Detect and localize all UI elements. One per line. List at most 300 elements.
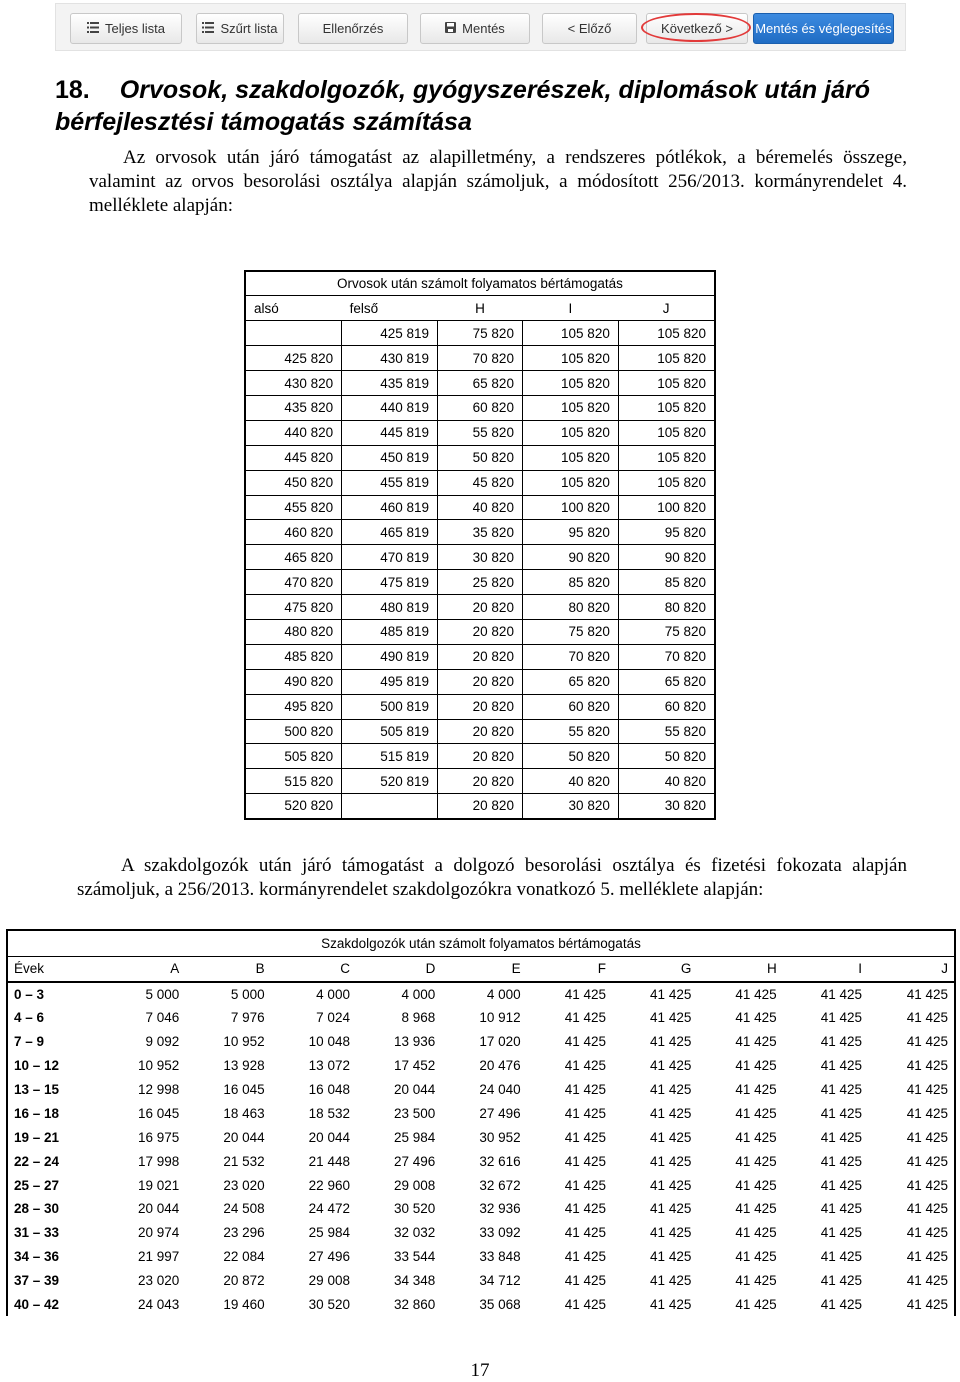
table-cell: 41 425	[650, 1034, 692, 1050]
table-cell: 515 820	[245, 769, 342, 794]
column-header: D	[356, 956, 441, 982]
table-row	[245, 445, 715, 470]
table-cell: 41 425	[564, 1249, 606, 1265]
table-cell: 29 008	[394, 1177, 436, 1193]
table-cell: 41 425	[650, 1153, 692, 1169]
table-cell: 105 820	[618, 470, 715, 495]
column-header: J	[618, 296, 715, 321]
column-header: I	[522, 296, 618, 321]
table-cell: 32 672	[479, 1177, 521, 1193]
table-cell: 435 820	[245, 395, 342, 420]
table-cell: 41 425	[564, 1201, 606, 1217]
table-row	[245, 321, 715, 346]
filtered-list-label: Szűrt lista	[220, 21, 278, 36]
table-cell: 13 072	[308, 1058, 350, 1074]
table-cell: 41 425	[820, 1105, 863, 1121]
table-cell: 20 044	[308, 1129, 350, 1145]
table-cell: 41 425	[650, 1297, 692, 1313]
table-cell: 41 425	[564, 1225, 606, 1241]
table-cell: 34 348	[394, 1273, 436, 1289]
table-cell: 18 532	[308, 1105, 350, 1121]
table-row	[245, 669, 715, 694]
table-cell: 60 820	[438, 395, 523, 420]
table-cell: 10 952	[137, 1058, 180, 1074]
table-cell: 100 820	[618, 495, 715, 520]
column-header: F	[527, 956, 612, 982]
table-cell: 75 820	[522, 619, 618, 644]
table-cell: 20 872	[223, 1273, 265, 1289]
table-cell: 41 425	[650, 1201, 692, 1217]
table-cell: 60 820	[522, 694, 618, 719]
table-cell: 16 045	[137, 1105, 180, 1121]
table-cell: 41 425	[906, 1177, 948, 1193]
table-cell: 500 820	[245, 719, 342, 744]
table-row	[7, 1245, 955, 1269]
table-cell: 440 820	[245, 420, 342, 445]
table-cell: 475 819	[342, 570, 438, 595]
table-cell: 21 448	[308, 1153, 350, 1169]
table-row	[7, 1293, 955, 1317]
table-cell: 23 296	[223, 1225, 265, 1241]
table-cell: 75 820	[438, 321, 523, 346]
column-header: Évek	[7, 956, 100, 982]
table-cell: 41 425	[564, 1034, 606, 1050]
table-header-row	[7, 956, 955, 982]
table-cell: 455 819	[342, 470, 438, 495]
table-cell: 41 425	[650, 1129, 692, 1145]
table-cell: 105 820	[522, 395, 618, 420]
table-cell: 16 048	[308, 1082, 350, 1097]
years-cell: 13 – 15	[14, 1082, 60, 1097]
table-cell: 105 820	[618, 321, 715, 346]
years-cell: 37 – 39	[14, 1273, 60, 1289]
table-row	[245, 570, 715, 595]
table-cell: 450 819	[342, 445, 438, 470]
table-row	[245, 371, 715, 396]
table-cell: 505 820	[245, 744, 342, 769]
table-cell: 25 820	[438, 570, 523, 595]
table-cell: 34 712	[479, 1273, 521, 1289]
table-cell: 41 425	[735, 1082, 777, 1097]
column-header: B	[185, 956, 270, 982]
column-header: felső	[342, 296, 438, 321]
table-cell: 40 820	[438, 495, 523, 520]
table-cell: 41 425	[820, 1058, 863, 1074]
table-cell: 20 820	[438, 719, 523, 744]
years-cell: 19 – 21	[14, 1129, 60, 1145]
table-cell: 425 819	[342, 321, 438, 346]
table-cell: 19 460	[223, 1297, 265, 1313]
table-cell: 30 952	[479, 1129, 521, 1145]
table-cell: 475 820	[245, 595, 342, 620]
table-cell: 470 820	[245, 570, 342, 595]
table-cell: 65 820	[522, 669, 618, 694]
table-cell: 41 425	[906, 1058, 948, 1074]
table-cell: 41 425	[650, 1058, 692, 1074]
table-cell: 480 819	[342, 595, 438, 620]
table-row	[7, 1030, 955, 1054]
table-cell: 495 820	[245, 694, 342, 719]
table-cell: 33 848	[479, 1249, 521, 1265]
table-cell: 18 463	[223, 1105, 265, 1121]
table-cell: 41 425	[906, 1201, 948, 1217]
years-cell: 4 – 6	[14, 1010, 45, 1026]
table-cell: 41 425	[650, 1249, 692, 1265]
table-cell: 41 425	[906, 1010, 948, 1026]
table-cell: 95 820	[618, 520, 715, 545]
table-cell: 490 820	[245, 669, 342, 694]
table-cell: 105 820	[522, 470, 618, 495]
table-cell: 9 092	[145, 1034, 180, 1050]
table-cell: 30 820	[522, 794, 618, 819]
table-cell: 45 820	[438, 470, 523, 495]
table-cell: 41 425	[820, 1249, 863, 1265]
table-cell: 24 040	[479, 1082, 521, 1097]
table-cell: 435 819	[342, 371, 438, 396]
table-cell: 10 048	[308, 1034, 350, 1050]
table-row	[7, 1006, 955, 1030]
column-header: I	[783, 956, 868, 982]
table-cell: 13 936	[394, 1034, 436, 1050]
save-label: Mentés	[462, 21, 505, 36]
list-icon	[87, 21, 99, 36]
table-cell: 21 997	[137, 1249, 180, 1265]
table-cell: 41 425	[906, 1034, 948, 1050]
table-cell: 23 500	[394, 1105, 436, 1121]
table-cell: 20 044	[394, 1082, 436, 1097]
table-cell: 490 819	[342, 644, 438, 669]
doctors-support-table	[244, 270, 716, 820]
table-cell: 41 425	[906, 1153, 948, 1169]
table-row	[7, 1054, 955, 1078]
table-cell: 41 425	[650, 1273, 692, 1289]
full-list-label: Teljes lista	[105, 21, 165, 36]
column-header: G	[612, 956, 697, 982]
table-cell: 41 425	[735, 1249, 777, 1265]
table-cell: 41 425	[735, 1105, 777, 1121]
years-cell: 16 – 18	[14, 1105, 60, 1121]
table-cell: 41 425	[735, 1129, 777, 1145]
table-cell: 470 819	[342, 545, 438, 570]
list-icon	[202, 21, 214, 36]
table-cell: 19 021	[137, 1177, 180, 1193]
table-cell: 495 819	[342, 669, 438, 694]
table-row	[245, 495, 715, 520]
table-row	[7, 1078, 955, 1102]
table-cell: 41 425	[735, 1058, 777, 1074]
years-cell: 10 – 12	[14, 1058, 60, 1074]
table-cell: 41 425	[564, 1129, 606, 1145]
table-cell: 100 820	[522, 495, 618, 520]
table-cell: 440 819	[342, 395, 438, 420]
table-cell: 105 820	[522, 420, 618, 445]
table-row	[7, 1173, 955, 1197]
table-cell: 41 425	[650, 1177, 692, 1193]
table-cell: 41 425	[820, 986, 863, 1002]
table-cell: 10 912	[479, 1010, 521, 1026]
table-cell: 13 928	[223, 1058, 265, 1074]
table-cell: 425 820	[245, 346, 342, 371]
table-cell: 90 820	[522, 545, 618, 570]
table-cell: 20 820	[438, 644, 523, 669]
save-icon	[445, 21, 456, 36]
table-cell: 20 820	[438, 694, 523, 719]
table-cell: 95 820	[522, 520, 618, 545]
table-cell: 41 425	[906, 1297, 948, 1313]
table-row	[245, 794, 715, 819]
years-cell: 34 – 36	[14, 1249, 60, 1265]
table-cell	[245, 321, 342, 346]
table-cell: 41 425	[906, 986, 948, 1002]
prev-label: < Előző	[567, 21, 612, 36]
table-cell: 445 819	[342, 420, 438, 445]
table-cell: 16 045	[223, 1082, 265, 1097]
section-number: 18.	[55, 76, 90, 104]
table-cell: 20 044	[137, 1201, 180, 1217]
years-cell: 28 – 30	[14, 1201, 60, 1217]
column-header: A	[100, 956, 185, 982]
intro-paragraph-nurses: A szakdolgozók után járó támogatást a dolgozó besorolási osztálya és fizetési fokozata alapján számoljuk, a 256/2013. kormányrendelet szakdolgozókra vonatkozó 5. melléklete alapján:	[77, 855, 907, 900]
table-cell: 20 476	[479, 1058, 521, 1074]
table-cell: 485 819	[342, 619, 438, 644]
table-cell: 35 820	[438, 520, 523, 545]
table-row	[245, 470, 715, 495]
table-body	[7, 982, 955, 1316]
table-cell	[342, 794, 438, 819]
table-cell: 41 425	[564, 1177, 606, 1193]
table-cell: 4 000	[316, 986, 350, 1002]
table-cell: 23 020	[137, 1273, 180, 1289]
column-header: alsó	[245, 296, 342, 321]
table-title: Szakdolgozók után számolt folyamatos bértámogatás	[7, 930, 955, 956]
table-cell: 41 425	[650, 1010, 692, 1026]
table-cell: 20 974	[137, 1225, 180, 1241]
table-cell: 41 425	[820, 1153, 863, 1169]
table-cell: 4 000	[486, 986, 521, 1002]
table-cell: 450 820	[245, 470, 342, 495]
table-cell: 41 425	[820, 1177, 863, 1193]
table-cell: 33 092	[479, 1225, 521, 1241]
table-cell: 20 820	[438, 619, 523, 644]
table-cell: 105 820	[618, 395, 715, 420]
table-cell: 50 820	[522, 744, 618, 769]
table-cell: 80 820	[522, 595, 618, 620]
table-cell: 23 020	[223, 1177, 265, 1193]
column-header: C	[271, 956, 356, 982]
table-row	[7, 1269, 955, 1293]
table-cell: 41 425	[564, 1082, 606, 1097]
table-cell: 7 024	[316, 1010, 350, 1026]
table-row	[245, 520, 715, 545]
table-cell: 41 425	[820, 1225, 863, 1241]
table-cell: 41 425	[735, 1010, 777, 1026]
table-cell: 25 984	[394, 1129, 436, 1145]
table-cell: 485 820	[245, 644, 342, 669]
section-title: Orvosok, szakdolgozók, gyógyszerészek, diplomások után járó bérfejlesztési támogatás számítása	[55, 76, 870, 136]
table-title: Orvosok után számolt folyamatos bértámogatás	[245, 271, 715, 296]
table-cell: 105 820	[618, 346, 715, 371]
table-cell: 41 425	[906, 1249, 948, 1265]
table-cell: 7 046	[145, 1010, 180, 1026]
table-body	[245, 321, 715, 819]
page-number: 17	[470, 1360, 490, 1381]
table-cell: 105 820	[618, 420, 715, 445]
table-cell: 41 425	[820, 1201, 863, 1217]
table-cell: 32 616	[479, 1153, 521, 1169]
table-cell: 41 425	[735, 1153, 777, 1169]
years-cell: 0 – 3	[14, 986, 45, 1002]
table-cell: 27 496	[308, 1249, 350, 1265]
table-cell: 41 425	[650, 986, 692, 1002]
table-cell: 41 425	[564, 1273, 606, 1289]
table-row	[245, 346, 715, 371]
table-cell: 60 820	[618, 694, 715, 719]
section-heading	[55, 74, 905, 138]
table-row	[7, 1197, 955, 1221]
table-cell: 41 425	[820, 1034, 863, 1050]
table-cell: 29 008	[308, 1273, 350, 1289]
table-cell: 5 000	[145, 986, 180, 1002]
table-cell: 8 968	[401, 1010, 436, 1026]
table-header-row	[245, 296, 715, 321]
table-cell: 41 425	[735, 1273, 777, 1289]
years-cell: 7 – 9	[14, 1034, 45, 1050]
table-cell: 65 820	[618, 669, 715, 694]
table-cell: 41 425	[650, 1225, 692, 1241]
table-cell: 27 496	[479, 1105, 521, 1121]
table-cell: 430 819	[342, 346, 438, 371]
save-button[interactable]	[420, 13, 530, 44]
table-row	[7, 1101, 955, 1125]
table-cell: 105 820	[618, 371, 715, 396]
table-row	[245, 744, 715, 769]
table-cell: 17 020	[479, 1034, 521, 1050]
table-cell: 25 984	[308, 1225, 350, 1241]
table-cell: 41 425	[564, 1010, 606, 1026]
table-cell: 30 820	[438, 545, 523, 570]
table-cell: 20 820	[438, 794, 523, 819]
table-cell: 41 425	[735, 1201, 777, 1217]
table-cell: 30 520	[394, 1201, 436, 1217]
table-cell: 40 820	[522, 769, 618, 794]
save-finalize-label: Mentés és véglegesítés	[755, 21, 892, 36]
table-cell: 4 000	[401, 986, 436, 1002]
years-cell: 40 – 42	[14, 1297, 60, 1313]
table-cell: 41 425	[564, 986, 606, 1002]
table-cell: 80 820	[618, 595, 715, 620]
table-cell: 41 425	[564, 1297, 606, 1313]
table-cell: 41 425	[650, 1105, 692, 1121]
table-cell: 460 819	[342, 495, 438, 520]
table-cell: 55 820	[438, 420, 523, 445]
save-finalize-button[interactable]	[753, 13, 894, 44]
table-cell: 75 820	[618, 619, 715, 644]
table-row	[245, 769, 715, 794]
table-row	[245, 420, 715, 445]
table-cell: 500 819	[342, 694, 438, 719]
table-cell: 41 425	[735, 1225, 777, 1241]
check-button[interactable]	[298, 13, 408, 44]
table-row	[245, 694, 715, 719]
table-cell: 10 952	[223, 1034, 265, 1050]
table-cell: 41 425	[735, 986, 777, 1002]
table-cell: 17 452	[394, 1058, 436, 1074]
table-cell: 20 820	[438, 595, 523, 620]
table-cell: 24 043	[137, 1297, 180, 1313]
table-cell: 105 820	[522, 346, 618, 371]
table-cell: 70 820	[618, 644, 715, 669]
table-cell: 24 472	[308, 1201, 350, 1217]
full-list-button[interactable]	[70, 13, 182, 44]
table-cell: 41 425	[564, 1153, 606, 1169]
table-cell: 41 425	[650, 1082, 692, 1097]
column-header: E	[441, 956, 526, 982]
next-button[interactable]	[646, 13, 748, 44]
table-cell: 20 820	[438, 669, 523, 694]
prev-button[interactable]	[542, 13, 637, 44]
table-cell: 12 998	[137, 1082, 180, 1097]
table-cell: 20 820	[438, 744, 523, 769]
table-cell: 50 820	[438, 445, 523, 470]
table-cell: 41 425	[735, 1177, 777, 1193]
check-label: Ellenőrzés	[322, 21, 384, 36]
table-cell: 41 425	[906, 1273, 948, 1289]
table-cell: 465 820	[245, 545, 342, 570]
table-cell: 17 998	[137, 1153, 180, 1169]
table-cell: 480 820	[245, 619, 342, 644]
table-cell: 41 425	[906, 1105, 948, 1121]
filtered-list-button[interactable]	[196, 13, 284, 44]
table-cell: 32 936	[479, 1201, 521, 1217]
table-cell: 22 960	[308, 1177, 350, 1193]
nurses-support-table	[6, 929, 956, 1316]
table-cell: 33 544	[394, 1249, 436, 1265]
table-cell: 30 820	[618, 794, 715, 819]
table-cell: 20 044	[223, 1129, 265, 1145]
toolbar	[55, 3, 906, 51]
table-cell: 21 532	[223, 1153, 265, 1169]
years-cell: 25 – 27	[14, 1177, 60, 1193]
table-cell: 41 425	[735, 1297, 777, 1313]
table-cell: 105 820	[522, 321, 618, 346]
table-cell: 465 819	[342, 520, 438, 545]
table-cell: 70 820	[438, 346, 523, 371]
table-row	[7, 982, 955, 1006]
years-cell: 22 – 24	[14, 1153, 60, 1169]
table-cell: 515 819	[342, 744, 438, 769]
table-cell: 430 820	[245, 371, 342, 396]
table-cell: 105 820	[522, 371, 618, 396]
table-cell: 460 820	[245, 520, 342, 545]
table-cell: 41 425	[564, 1058, 606, 1074]
years-cell: 31 – 33	[14, 1225, 60, 1241]
table-cell: 41 425	[906, 1082, 948, 1097]
table-cell: 32 032	[394, 1225, 436, 1241]
table-cell: 7 976	[230, 1010, 265, 1026]
intro-paragraph-doctors: Az orvosok után járó támogatást az alapilletmény, a rendszeres pótlékok, a béremelés összege, valamint az orvos besorolási osztálya alapján számoljuk, a módosított 256/2013. kormányrendelet 4. melléklete alapján:	[89, 147, 907, 216]
table-cell: 90 820	[618, 545, 715, 570]
table-cell: 27 496	[394, 1153, 436, 1169]
table-cell: 520 820	[245, 794, 342, 819]
table-cell: 41 425	[820, 1297, 863, 1313]
table-row	[245, 395, 715, 420]
table-cell: 30 520	[308, 1297, 350, 1313]
table-cell: 455 820	[245, 495, 342, 520]
table-cell: 520 819	[342, 769, 438, 794]
column-header: J	[868, 956, 955, 982]
table-row	[245, 595, 715, 620]
table-cell: 55 820	[522, 719, 618, 744]
